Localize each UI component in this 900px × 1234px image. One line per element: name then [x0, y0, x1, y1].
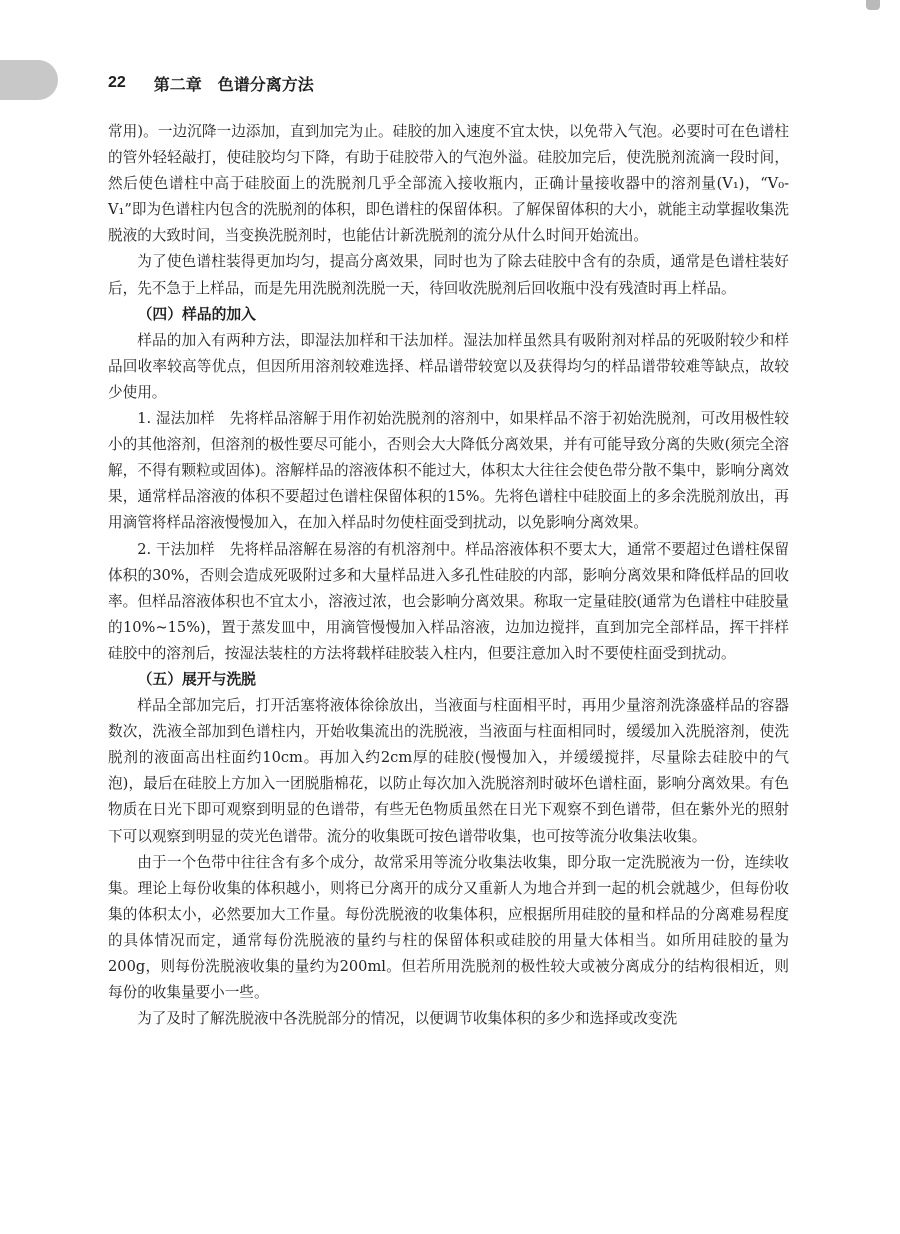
paragraph: 为了及时了解洗脱液中各洗脱部分的情况，以便调节收集体积的多少和选择或改变洗	[137, 1010, 678, 1028]
section-heading-development-elution: （五）展开与洗脱	[137, 671, 256, 688]
page-body	[108, 119, 789, 1032]
chapter-title: 第二章 色谱分离方法	[153, 76, 314, 94]
paragraph-continued: 常用)。一边沉降一边添加，直到加完为止。硅胶的加入速度不宜太快，以免带入气泡。必要时可在色谱柱的管外轻轻敲打，使硅胶均匀下降，有助于硅胶带入的气泡外溢。硅胶加完后，使洗脱剂流滴一段时间，然后使色谱柱中高于硅胶面上的洗脱剂几乎全部流入接收瓶内，正确计量接收器中的溶剂量(V₁)，“V₀-V₁”即为色谱柱内包含的洗脱剂的体积，即色谱柱的保留体积。了解保留体积的大小，就能主动掌握收集洗脱液的大致时间，当变换洗脱剂时，也能估计新洗脱剂的流分从什么时间开始流出。	[108, 123, 789, 245]
paragraph: 由于一个色带中往往含有多个成分，故常采用等流分收集法收集，即分取一定洗脱液为一份，连续收集。理论上每份收集的体积越小，则将已分离开的成分又重新人为地合并到一起的机会就越少，但每份收集的体积太小，必然要加大工作量。每份洗脱液的收集体积，应根据所用硅胶的量和样品的分离难易程度的具体情况而定，通常每份洗脱液的量约与柱的保留体积或硅胶的用量大体相当。如所用硅胶的量为200g，则每份洗脱液收集的量约为200ml。但若所用洗脱剂的极性较大或被分离成分的结构很相近，则每份的收集量要小一些。	[108, 853, 789, 1002]
paragraph: 样品的加入有两种方法，即湿法加样和干法加样。湿法加样虽然具有吸附剂对样品的死吸附较少和样品回收率较高等优点，但因所用溶剂较难选择、样品谱带较宽以及获得均匀的样品谱带较难等缺点，故较少使用。	[108, 331, 789, 401]
paragraph-dry-loading: 2. 干法加样 先将样品溶解在易溶的有机溶剂中。样品溶液体积不要太大，通常不要超过色谱柱保留体积的30%，否则会造成死吸附过多和大量样品进入多孔性硅胶的内部，影响分离效果和降低样品的回收率。但样品溶液体积也不宜太小，溶液过浓，也会影响分离效果。称取一定量硅胶(通常为色谱柱中硅胶量的10%~15%)，置于蒸发皿中，用滴管慢慢加入样品溶液，边加边搅拌，直到加完全部样品，挥干拌样硅胶中的溶剂后，按湿法装柱的方法将载样硅胶装入柱内，但要注意加入时不要使柱面受到扰动。	[108, 540, 789, 662]
corner-page-mark	[866, 0, 880, 10]
paragraph: 样品全部加完后，打开活塞将液体徐徐放出，当液面与柱面相平时，再用少量溶剂洗涤盛样品的容器数次，洗液全部加到色谱柱内，开始收集流出的洗脱液，当液面与柱面相同时，缓缓加入洗脱溶剂，使洗脱剂的液面高出柱面约10cm。再加入约2cm厚的硅胶(慢慢加入，并缓缓搅拌，尽量除去硅胶中的气泡)，最后在硅胶上方加入一团脱脂棉花，以防止每次加入洗脱溶剂时破坏色谱柱面，影响分离效果。有色物质在日光下即可观察到明显的色谱带，有些无色物质虽然在日光下观察不到色谱带，但在紫外光的照射下可以观察到明显的荧光色谱带。流分的收集既可按色谱带收集，也可按等流分收集法收集。	[108, 697, 789, 845]
paragraph: 为了使色谱柱装得更加均匀，提高分离效果，同时也为了除去硅胶中含有的杂质，通常是色谱柱装好后，先不急于上样品，而是先用洗脱剂洗脱一天，待回收洗脱剂后回收瓶中没有残渣时再上样品。	[108, 253, 789, 297]
paragraph-wet-loading: 1. 湿法加样 先将样品溶解于用作初始洗脱剂的溶剂中，如果样品不溶于初始洗脱剂，可改用极性较小的其他溶剂，但溶剂的极性要尽可能小，否则会大大降低分离效果，并有可能导致分离的失败(须完全溶解，不得有颗粒或固体)。溶解样品的溶液体积不能过大，体积太大往往会使色带分散不集中，影响分离效果，通常样品溶液的体积不要超过色谱柱保留体积的15%。先将色谱柱中硅胶面上的多余洗脱剂放出，再用滴管将样品溶液慢慢加入，在加入样品时勿使柱面受到扰动，以免影响分离效果。	[108, 410, 789, 532]
chapter-side-tab	[0, 60, 58, 100]
top-border	[0, 0, 900, 12]
header-divider	[108, 102, 796, 103]
page-number: 22	[108, 74, 126, 91]
section-heading-sample-loading: （四）样品的加入	[137, 306, 256, 323]
running-header	[108, 68, 314, 98]
